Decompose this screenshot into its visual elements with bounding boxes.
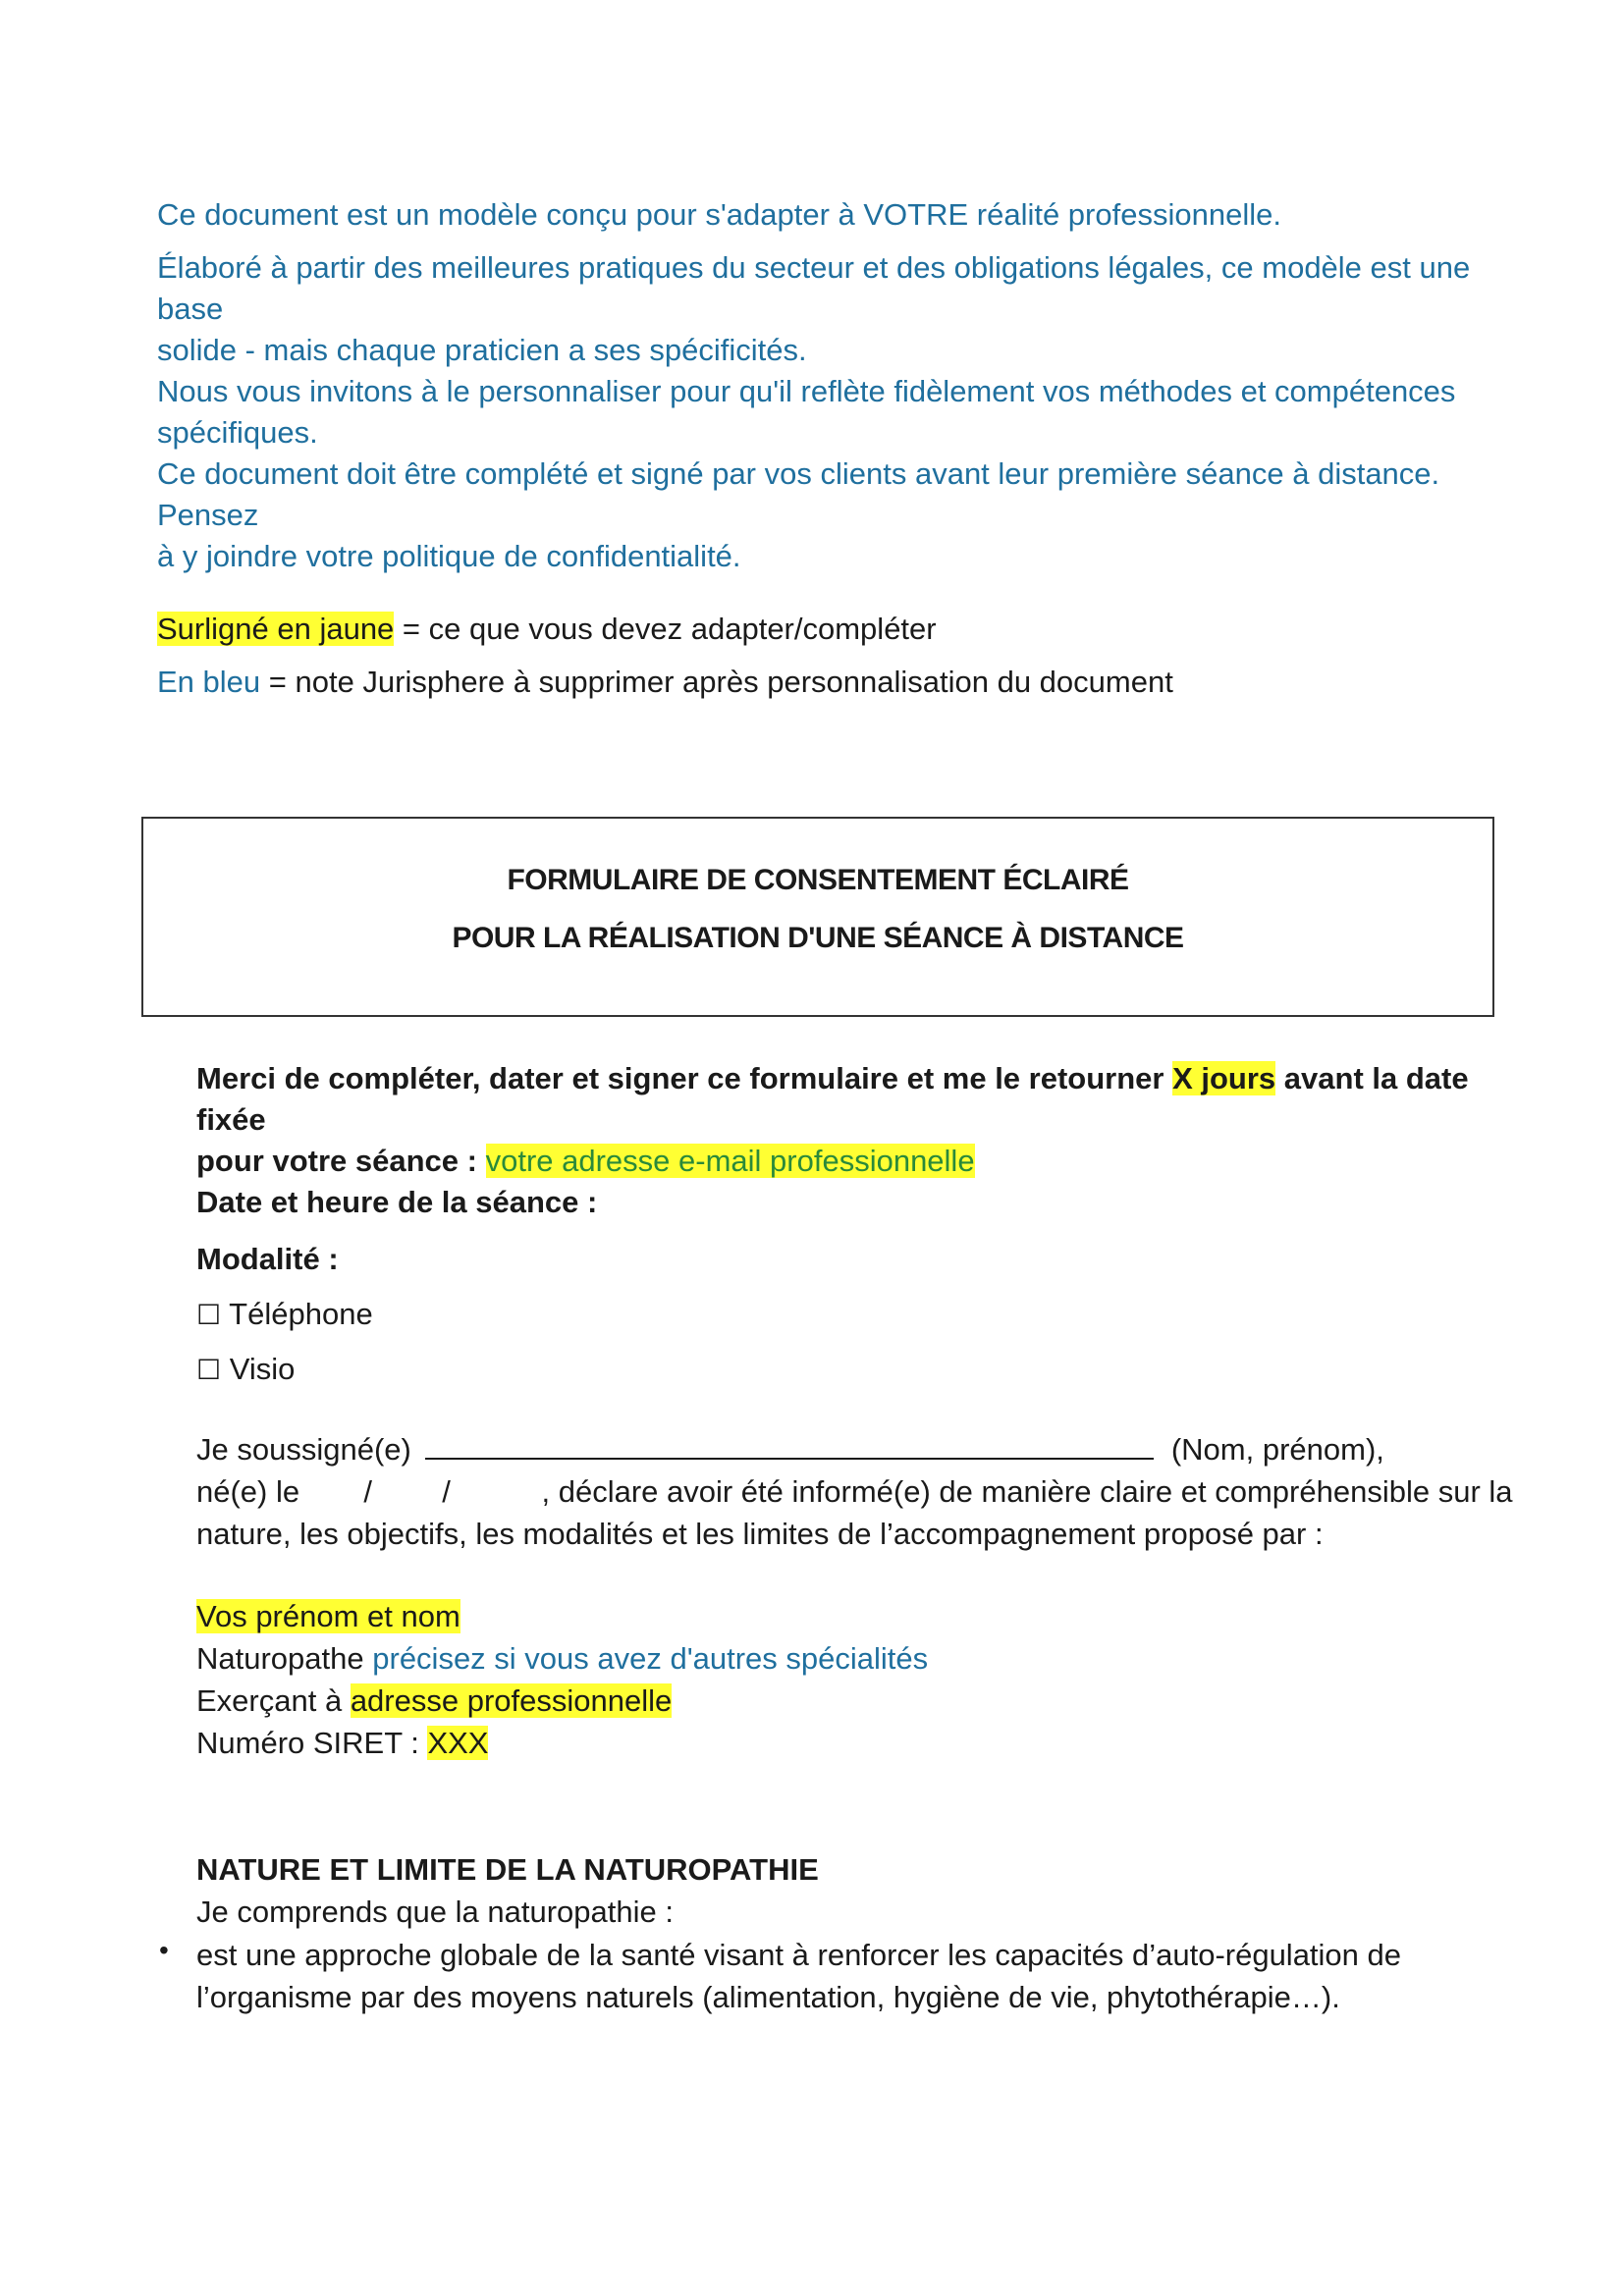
return-days-field: X jours [1172,1061,1276,1095]
born-label: né(e) le [196,1474,300,1509]
birth-slash-1: / [363,1474,372,1509]
intro-line-4a: Ce document doit être complété et signé par vos clients avant leur première séance à distance. Pensez [157,456,1440,532]
form-instructions [196,1058,1492,1182]
phone-label: Téléphone [229,1297,373,1331]
form-title-line-1: FORMULAIRE DE CONSENTEMENT ÉCLAIRÉ [507,864,1129,896]
practitioner-title-note: précisez si vous avez d'autres spécialités [372,1641,929,1676]
form-title-line-2: POUR LA RÉALISATION D'UNE SÉANCE À DISTANCE [452,922,1184,954]
legend-blue-label: En bleu [157,665,261,699]
bullet-1-line-2: l’organisme par des moyens naturels (alimentation, hygiène de vie, phytothérapie…). [196,1980,1340,2014]
modality-label: Modalité : [196,1242,339,1276]
intro-note-1 [157,194,1512,236]
siret-field: XXX [427,1726,489,1760]
intro-note-2 [157,247,1512,454]
siret-line [196,1723,1492,1764]
instructions-text-b: avant la date fixée [196,1061,1469,1137]
instructions-line-1 [196,1058,1492,1141]
legend-yellow-desc: = ce que vous devez adapter/compléter [394,612,937,646]
intro-line-3b: spécifiques. [157,415,318,450]
option-visio[interactable] [196,1349,1492,1391]
undersigned-line [196,1429,1492,1470]
legend-blue-desc: = note Jurisphere à supprimer après personnalisation du document [260,665,1173,699]
bullet-1-line-1: est une approche globale de la santé visant à renforcer les capacités d’auto-régulation de [196,1938,1402,1972]
intro-line-2b: solide - mais chaque praticien a ses spécificités. [157,333,807,367]
exercise-label: Exerçant à [196,1683,351,1718]
intro-line-3a: Nous vous invitons à le personnaliser pour qu'il reflète fidèlement vos méthodes et compétences [157,374,1456,408]
option-phone[interactable] [196,1294,1492,1336]
practitioner-name-line [196,1596,1492,1637]
visio-label: Visio [229,1352,296,1386]
siret-label: Numéro SIRET : [196,1726,428,1760]
legend-blue [157,662,1512,703]
instructions-line-2 [196,1141,1492,1182]
practitioner-address-line [196,1681,1492,1722]
instructions-text-c: pour votre séance : [196,1144,486,1178]
birth-slash-2: / [442,1474,451,1509]
section-heading: NATURE ET LIMITE DE LA NATUROPATHIE [196,1852,819,1887]
intro-line-2a: Élaboré à partir des meilleures pratiques du secteur et des obligations légales, ce modèle est une base [157,250,1471,326]
practitioner-title: Naturopathe [196,1641,364,1676]
practitioner-title-line [196,1638,1492,1680]
legend-yellow [157,609,1512,650]
intro-note-3 [157,454,1512,577]
session-date-label: Date et heure de la séance : [196,1185,598,1219]
intro-line-1: Ce document est un modèle conçu pour s'adapter à VOTRE réalité professionnelle. [157,197,1281,232]
declare-text: , déclare avoir été informé(e) de manière claire et compréhensible sur la [541,1474,1513,1509]
form-title-box [141,817,1494,1017]
section-intro: Je comprends que la naturopathie : [196,1895,674,1929]
professional-email-field: votre adresse e-mail professionnelle [485,1144,975,1178]
undersigned-label: Je soussigné(e) [196,1432,411,1467]
professional-address-field: adresse professionnelle [350,1683,673,1718]
phone-checkbox[interactable]: ☐ [196,1299,222,1331]
instructions-text-a: Merci de compléter, dater et signer ce formulaire et me le retourner [196,1061,1173,1095]
legend-yellow-label: Surligné en jaune [157,612,395,646]
visio-checkbox[interactable]: ☐ [196,1354,222,1386]
name-signature-field[interactable] [425,1430,1154,1460]
declare-line-2: nature, les objectifs, les modalités et les limites de l’accompagnement proposé par : [196,1517,1324,1551]
name-hint: (Nom, prénom), [1170,1432,1384,1467]
bullet-marker: • [159,1935,169,1965]
birthdate-line [196,1471,1513,1513]
practitioner-name-field: Vos prénom et nom [196,1599,460,1633]
intro-line-4b: à y joindre votre politique de confidentialité. [157,539,741,573]
